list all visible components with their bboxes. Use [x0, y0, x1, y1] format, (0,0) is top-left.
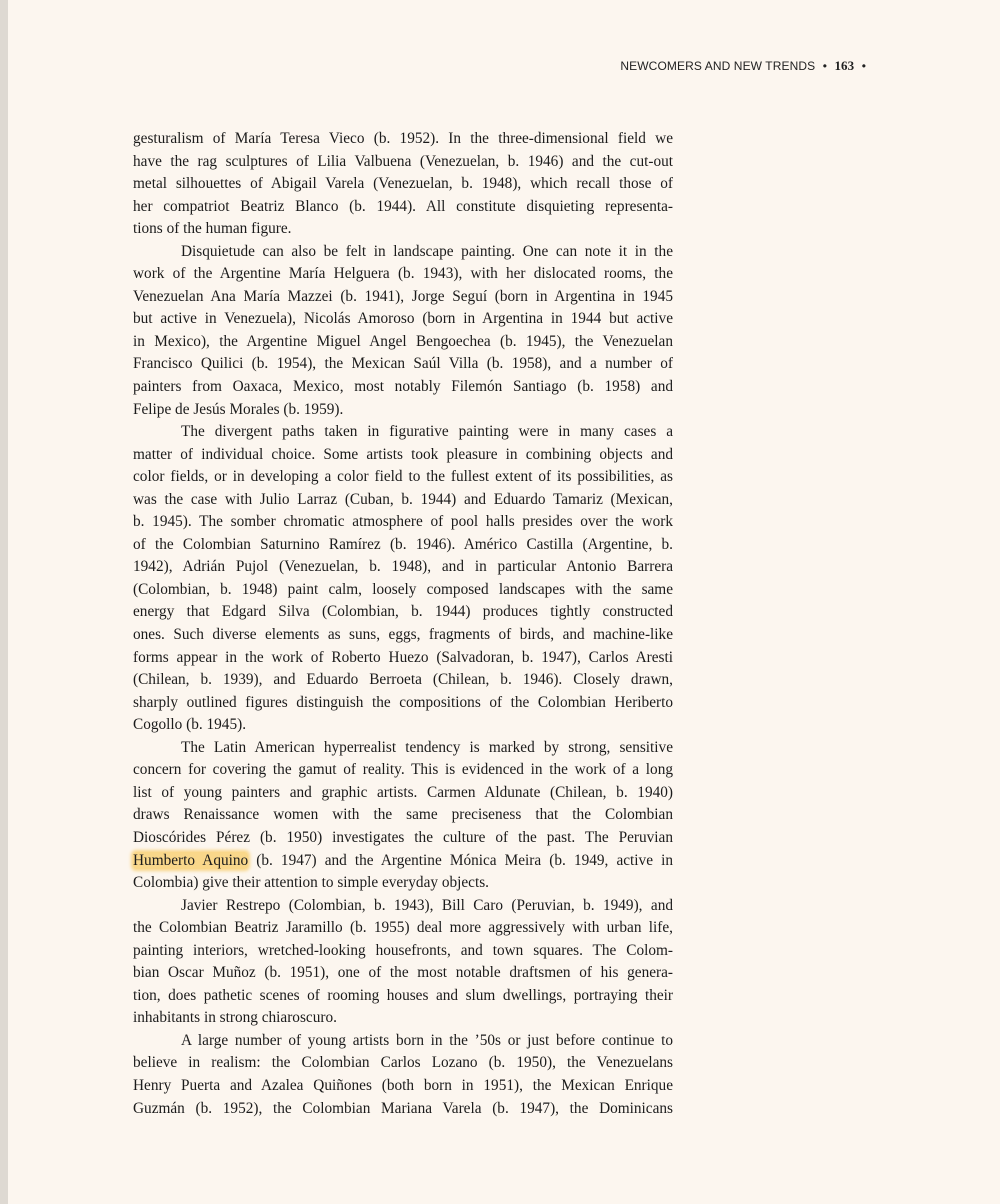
text-line: Javier Restrepo (Colombian, b. 1943), Bill Caro (Peruvian, b. 1949), and: [181, 896, 673, 914]
text-line: Dioscórides Pérez (b. 1950) investigates the culture of the past. The Peruvian: [133, 828, 673, 846]
text-line: Guzmán (b. 1952), the Colombian Mariana Varela (b. 1947), the Dominicans: [133, 1099, 673, 1117]
text-line: work of the Argentine María Helguera (b. 1943), with her dislocated rooms, the: [133, 265, 673, 283]
text-line: inhabitants in strong chiaroscuro.: [133, 1009, 337, 1027]
body-text: [133, 128, 673, 1120]
text-line: tions of the human figure.: [133, 220, 292, 238]
text-line: the Colombian Beatriz Jaramillo (b. 1955) deal more aggressively with urban life,: [133, 919, 673, 937]
text-line: painting interiors, wretched-looking housefronts, and town squares. The Colom-: [133, 941, 673, 959]
text-line: bian Oscar Muñoz (b. 1951), one of the most notable draftsmen of his genera-: [133, 964, 673, 982]
text-line: The Latin American hyperrealist tendency is marked by strong, sensitive: [181, 738, 673, 756]
paragraph: [133, 737, 673, 895]
page-gutter-shadow: [0, 0, 8, 1204]
text-line: b. 1945). The somber chromatic atmosphere of pool halls presides over the work: [133, 513, 673, 531]
text-line: The divergent paths taken in figurative painting were in many cases a: [181, 423, 673, 441]
text-line: believe in realism: the Colombian Carlos Lozano (b. 1950), the Venezuelans: [133, 1054, 673, 1072]
text-line: (Colombian, b. 1948) paint calm, loosely composed landscapes with the same: [133, 580, 673, 598]
text-line: energy that Edgard Silva (Colombian, b. 1944) produces tightly constructed: [133, 603, 673, 621]
text-run: (b. 1947) and the Argentine Mónica Meira (b. 1949, active in: [248, 851, 673, 869]
text-line: (Chilean, b. 1939), and Eduardo Berroeta (Chilean, b. 1946). Closely drawn,: [133, 671, 673, 689]
text-line: list of young painters and graphic artists. Carmen Aldunate (Chilean, b. 1940): [133, 783, 673, 801]
text-line: forms appear in the work of Roberto Huezo (Salvadoran, b. 1947), Carlos Aresti: [133, 648, 673, 666]
paragraph: [133, 241, 673, 421]
text-line: painters from Oaxaca, Mexico, most notably Filemón Santiago (b. 1958) and: [133, 378, 673, 396]
text-line: Disquietude can also be felt in landscape painting. One can note it in the: [181, 242, 673, 260]
paragraph: [133, 895, 673, 1030]
text-line: was the case with Julio Larraz (Cuban, b. 1944) and Eduardo Tamariz (Mexican,: [133, 490, 673, 508]
text-line: concern for covering the gamut of reality. This is evidenced in the work of a long: [133, 761, 673, 779]
bullet-icon: •: [822, 59, 827, 73]
text-line: gesturalism of María Teresa Vieco (b. 1952). In the three-dimensional field we: [133, 130, 673, 147]
running-header: [620, 58, 870, 74]
text-line: tion, does pathetic scenes of rooming houses and slum dwellings, portraying their: [133, 986, 673, 1004]
text-line: have the rag sculptures of Lilia Valbuena (Venezuelan, b. 1946) and the cut-out: [133, 152, 673, 170]
text-line: Henry Puerta and Azalea Quiñones (both born in 1951), the Mexican Enrique: [133, 1076, 673, 1094]
highlighted-name[interactable]: Humberto Aquino: [133, 851, 249, 869]
text-line: her compatriot Beatriz Blanco (b. 1944). All constitute disquieting representa-: [133, 197, 673, 215]
running-title: NEWCOMERS AND NEW TRENDS: [620, 59, 816, 73]
paragraph: [133, 1030, 673, 1120]
text-line: but active in Venezuela), Nicolás Amoroso (born in Argentina in 1944 but active: [133, 310, 673, 328]
book-page: [8, 0, 1000, 1204]
page-number: 163: [834, 58, 855, 73]
text-line: Cogollo (b. 1945).: [133, 716, 247, 734]
text-line: A large number of young artists born in the ’50s or just before continue to: [181, 1031, 673, 1049]
text-line: of the Colombian Saturnino Ramírez (b. 1946). Américo Castilla (Argentine, b.: [133, 535, 673, 553]
paragraph: [133, 421, 673, 737]
bullet-icon: •: [861, 59, 866, 73]
text-line: Venezuelan Ana María Mazzei (b. 1941), Jorge Seguí (born in Argentina in 1945: [133, 287, 673, 305]
text-line: Colombia) give their attention to simple everyday objects.: [133, 874, 489, 892]
text-line: sharply outlined figures distinguish the compositions of the Colombian Heriberto: [133, 693, 673, 711]
text-line: in Mexico), the Argentine Miguel Angel Bengoechea (b. 1945), the Venezuelan: [133, 332, 673, 350]
text-line: metal silhouettes of Abigail Varela (Venezuelan, b. 1948), which recall those of: [133, 175, 673, 193]
text-line: color fields, or in developing a color field to the fullest extent of its possibilities, as: [133, 468, 673, 486]
text-line: ones. Such diverse elements as suns, eggs, fragments of birds, and machine-like: [133, 626, 673, 644]
text-line: Felipe de Jesús Morales (b. 1959).: [133, 400, 344, 418]
text-line: matter of individual choice. Some artists took pleasure in combining objects and: [133, 445, 673, 463]
text-line: 1942), Adrián Pujol (Venezuelan, b. 1948), and in particular Antonio Barrera: [133, 558, 673, 576]
text-line: [133, 850, 673, 873]
text-line: draws Renaissance women with the same preciseness that the Colombian: [133, 806, 673, 824]
paragraph: [133, 128, 673, 241]
text-line: Francisco Quilici (b. 1954), the Mexican Saúl Villa (b. 1958), and a number of: [133, 355, 673, 373]
